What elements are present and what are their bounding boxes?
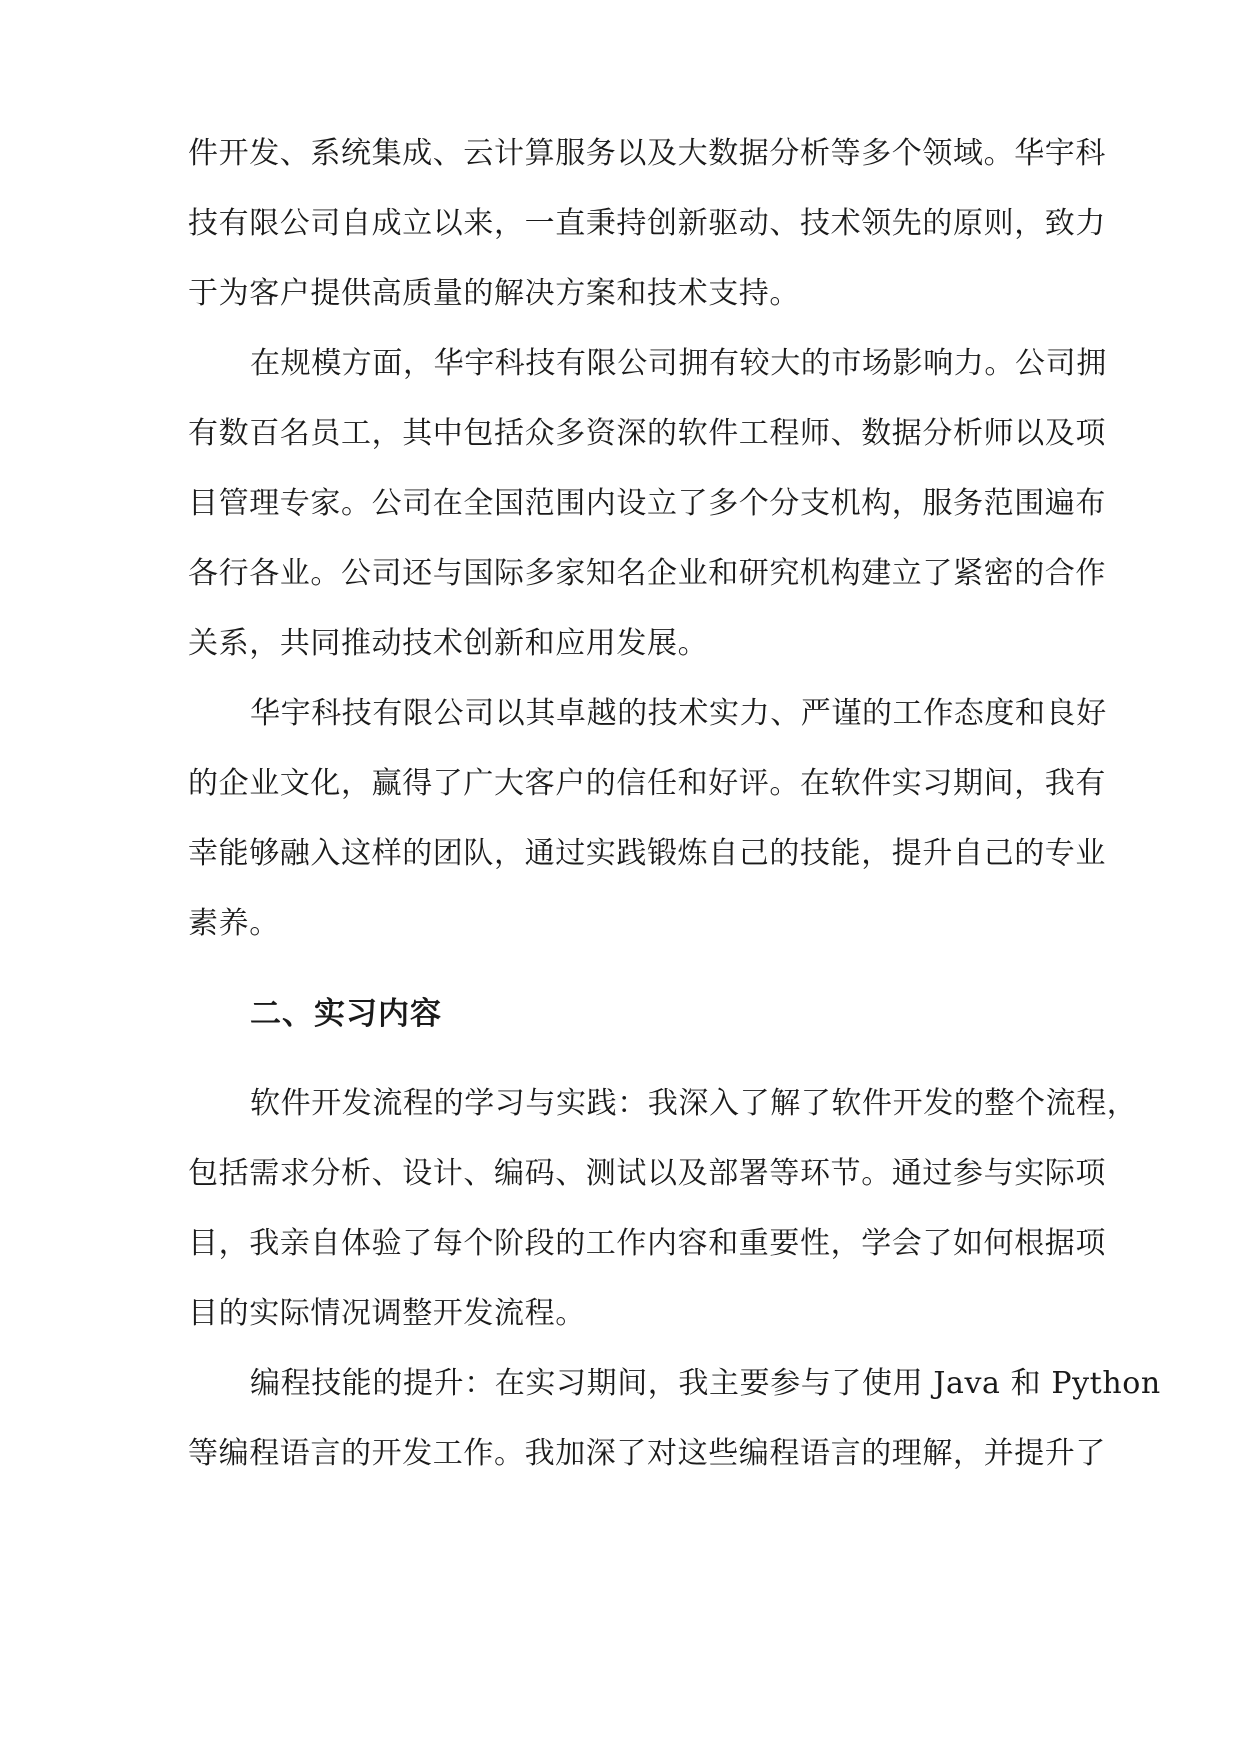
text-line: 等编程语言的开发工作。我加深了对这些编程语言的理解，并提升了 [188, 1436, 1106, 1471]
text-line: 软件开发流程的学习与实践：我深入了解了软件开发的整个流程， [250, 1086, 1138, 1121]
text-line: 包括需求分析、设计、编码、测试以及部署等环节。通过参与实际项 [188, 1156, 1106, 1191]
text-line: 素养。 [188, 906, 280, 941]
text-line: 有数百名员工，其中包括众多资深的软件工程师、数据分析师以及项 [188, 416, 1106, 451]
text-line: 幸能够融入这样的团队，通过实践锻炼自己的技能，提升自己的专业 [188, 836, 1106, 871]
text-line: 于为客户提供高质量的解决方案和技术支持。 [188, 276, 800, 311]
text-line: 目管理专家。公司在全国范围内设立了多个分支机构，服务范围遍布 [188, 486, 1106, 521]
text-line: 编程技能的提升：在实习期间，我主要参与了使用 Java 和 Python [250, 1366, 1161, 1401]
text-line: 目，我亲自体验了每个阶段的工作内容和重要性，学会了如何根据项 [188, 1226, 1106, 1261]
text-line: 件开发、系统集成、云计算服务以及大数据分析等多个领域。华宇科 [188, 136, 1106, 171]
text-line: 的企业文化，赢得了广大客户的信任和好评。在软件实习期间，我有 [188, 766, 1106, 801]
text-line: 技有限公司自成立以来，一直秉持创新驱动、技术领先的原则，致力 [188, 206, 1106, 241]
text-line: 在规模方面，华宇科技有限公司拥有较大的市场影响力。公司拥 [250, 346, 1107, 381]
text-line: 关系，共同推动技术创新和应用发展。 [188, 626, 709, 661]
text-line: 目的实际情况调整开发流程。 [188, 1296, 586, 1331]
text-line: 各行各业。公司还与国际多家知名企业和研究机构建立了紧密的合作 [188, 556, 1106, 591]
text-line: 华宇科技有限公司以其卓越的技术实力、严谨的工作态度和良好 [250, 696, 1107, 731]
section-heading: 二、实习内容 [250, 996, 442, 1032]
